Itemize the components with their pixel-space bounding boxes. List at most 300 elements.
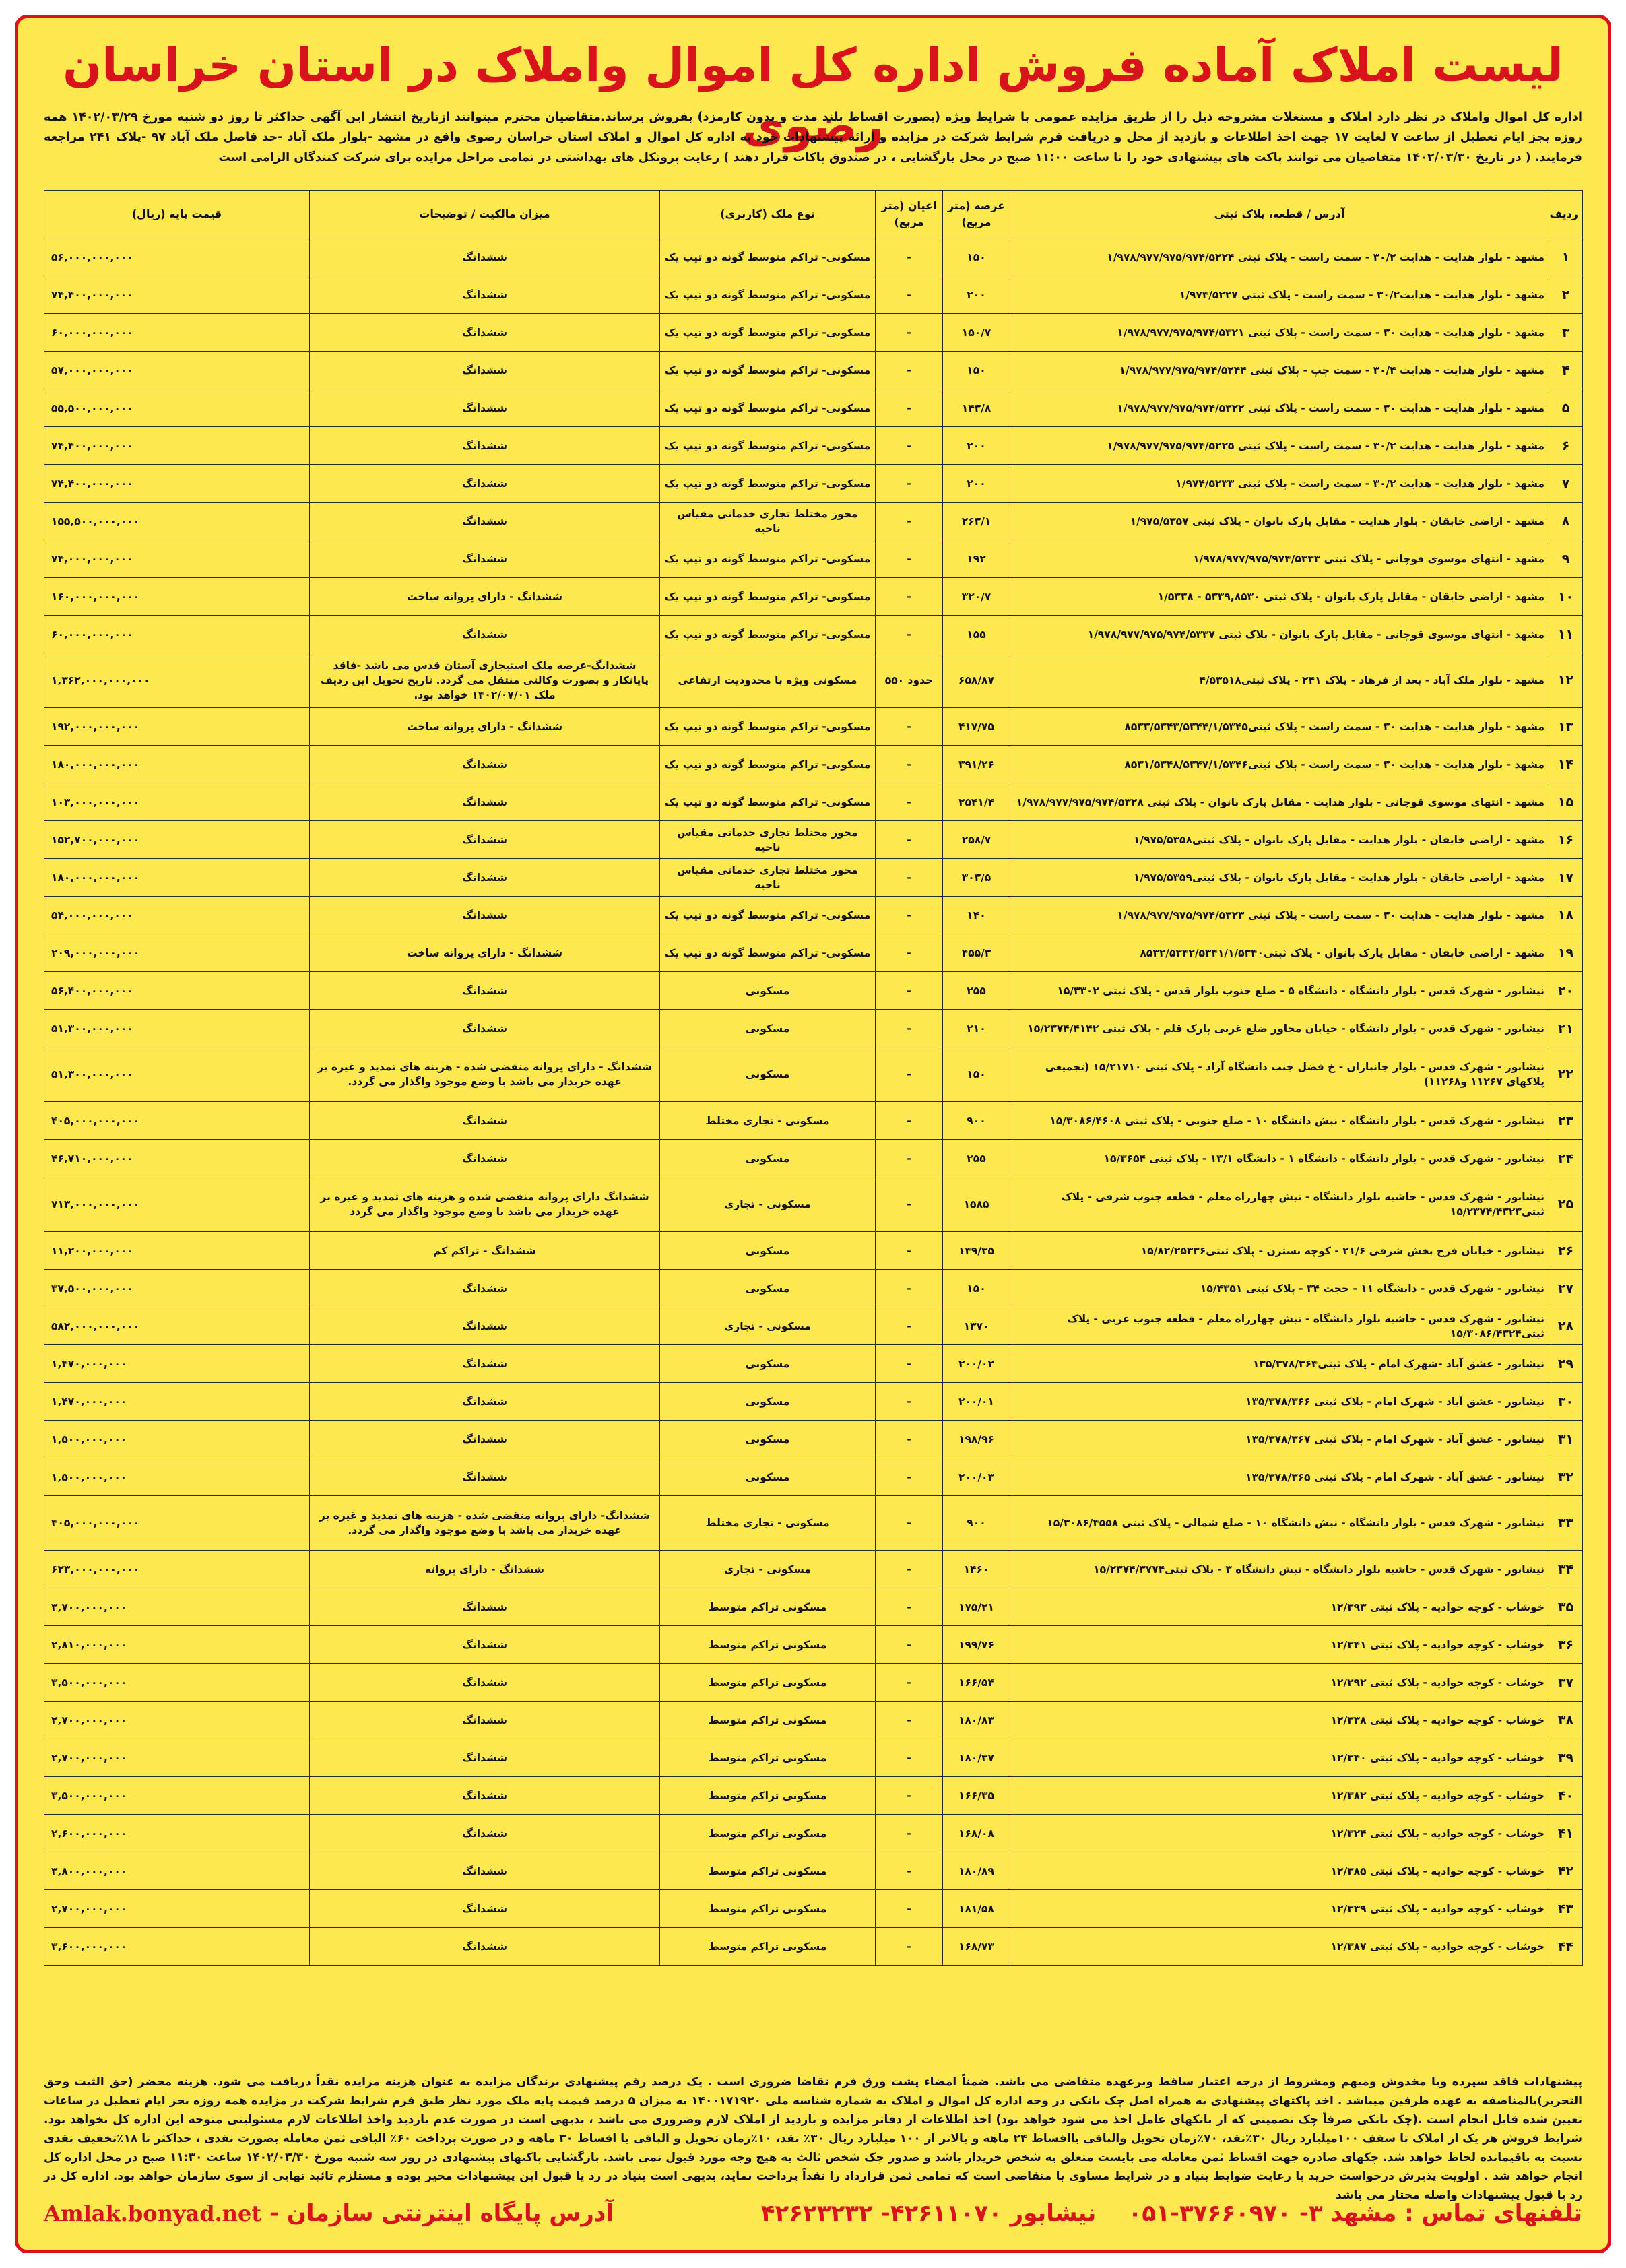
table-row (44, 389, 1583, 427)
website-link[interactable]: Amlak.bonyad.net (44, 2201, 262, 2226)
cell-address: نیشابور - شهرک قدس - بلوار دانشگاه - نبش دانشگاه ۱۰ - ضلع شمالی - پلاک ثبتی ۱۵/۳۰۸۶/۴۵۵۸ (1010, 1496, 1549, 1551)
table-row (44, 503, 1583, 540)
header-desc: میزان مالکیت / توضیحات (310, 191, 660, 238)
cell-desc: ششدانگ (310, 897, 660, 934)
cell-price: ۷۴,۰۰۰,۰۰۰,۰۰۰ (44, 540, 310, 578)
cell-address: نیشابور - شهرک قدس - بلوار دانشگاه - نبش دانشگاه ۱۰ - ضلع جنوبی - پلاک ثبتی ۱۵/۳۰۸۶/۴۶۰۸ (1010, 1102, 1549, 1140)
cell-building: - (876, 1777, 943, 1815)
header-address: آدرس / قطعه، پلاک ثبتی (1010, 191, 1549, 238)
cell-building: - (876, 1177, 943, 1232)
cell-price: ۳۷,۵۰۰,۰۰۰,۰۰۰ (44, 1270, 310, 1307)
cell-area: ۶۵۸/۸۷ (943, 653, 1010, 708)
cell-no: ۷ (1549, 465, 1583, 503)
cell-area: ۴۵۵/۳ (943, 934, 1010, 972)
cell-area: ۱۵۰ (943, 238, 1010, 276)
cell-building: - (876, 1047, 943, 1102)
cell-building: - (876, 746, 943, 783)
cell-address: نیشابور - شهرک قدس - بلوار دانشگاه - دانشگاه ۵ - ضلع جنوب بلوار قدس - پلاک ثبتی ۱۵/۳۳۰۲ (1010, 972, 1549, 1010)
cell-price: ۳,۸۰۰,۰۰۰,۰۰۰ (44, 1852, 310, 1890)
cell-desc: ششدانگ (310, 972, 660, 1010)
phones-nishabur: نیشابور ۴۲۶۱۱۰۷۰- ۴۲۶۲۳۲۳۲ (760, 2200, 1097, 2227)
table-row (44, 859, 1583, 897)
cell-address: مشهد - بلوار هدایت - هدایت ۳۰ - سمت راست - پلاک ثبتی ۱/۹۷۸/۹۷۷/۹۷۵/۹۷۴/۵۳۲۲ (1010, 389, 1549, 427)
table-row (44, 897, 1583, 934)
table-row (44, 783, 1583, 821)
cell-address: نیشابور - شهرک قدس - حاشیه بلوار دانشگاه - نبش چهارراه معلم - قطعه جنوب غربی - پلاک ثبتی۱۵/۳۰۸۶/۴۳۲۴ (1010, 1307, 1549, 1345)
cell-area: ۲۰۰/۰۳ (943, 1458, 1010, 1496)
cell-desc: ششدانگ (310, 859, 660, 897)
cell-usage: مسکونی- تراکم متوسط گونه دو تیپ یک (660, 783, 876, 821)
cell-usage: محور مختلط تجاری خدماتی مقیاس ناحیه (660, 821, 876, 859)
table-row (44, 708, 1583, 746)
cell-desc: ششدانگ (310, 1345, 660, 1383)
cell-area: ۱۴۰ (943, 897, 1010, 934)
cell-price: ۳,۷۰۰,۰۰۰,۰۰۰ (44, 1588, 310, 1626)
table-row (44, 314, 1583, 352)
cell-no: ۱۲ (1549, 653, 1583, 708)
cell-desc: ششدانگ - دارای پروانه ساخت (310, 578, 660, 616)
cell-usage: مسکونی تراکم متوسط (660, 1664, 876, 1702)
cell-area: ۱۸۰/۸۳ (943, 1702, 1010, 1739)
header-no: ردیف (1549, 191, 1583, 238)
cell-desc: ششدانگ (310, 503, 660, 540)
table-row (44, 427, 1583, 465)
table-row (44, 1588, 1583, 1626)
table-row (44, 1664, 1583, 1702)
cell-area: ۱۸۱/۵۸ (943, 1890, 1010, 1928)
cell-address: نیشابور - شهرک قدس - دانشگاه ۱۱ - حجت ۳۴ - پلاک ثبتی ۱۵/۴۳۵۱ (1010, 1270, 1549, 1307)
cell-no: ۵ (1549, 389, 1583, 427)
intro-paragraph: اداره کل اموال واملاک در نظر دارد املاک و مستغلات مشروحه ذیل را از طریق مزایده عمومی با شرایط ویژه (بصورت اقساط بلند مدت و بدون کارمزد) بفروش برساند.متقاضیان محترم میتوانند ازتاریخ انتشار این آگهی حداکثر تا روز دو شنبه مورخ ۱۴۰۲/۰۳/۲۹ همه روزه بجز ایام تعطیل از ساعت ۷ لغایت ۱۷ جهت اخذ اطلاعات و بازدید از محل و دریافت فرم شرایط شرکت در مزایده و ارائه پیشنهادات خود به اداره کل اموال و املاک استان خراسان رضوی واقع در مشهد -بلوار ملک آباد -حد فاصل ملک آباد ۹۷ -پلاک ۲۴۱ مراجعه فرمایند. ( در تاریخ ۱۴۰۲/۰۳/۳۰ متقاضیان می توانند پاکت های پیشنهادی خود را تا ساعت ۱۱:۰۰ صبح در محل بازگشایی ، در صندوق پاکات قرار دهند ) رعایت پروتکل های بهداشتی در تمامی مراحل مزایده برای شرکت کنندگان الزامی است (44, 110, 1582, 164)
cell-price: ۶۰,۰۰۰,۰۰۰,۰۰۰ (44, 616, 310, 653)
cell-desc: ششدانگ (310, 821, 660, 859)
cell-building: - (876, 1232, 943, 1270)
cell-usage: مسکونی (660, 1270, 876, 1307)
cell-area: ۲۱۰ (943, 1010, 1010, 1047)
cell-address: مشهد - اراضی خابقان - مقابل پارک بانوان - پلاک ثبتی۸۵۳۲/۵۳۴۲/۵۳۴۱/۱/۵۳۴۰ (1010, 934, 1549, 972)
cell-price: ۱۸۰,۰۰۰,۰۰۰,۰۰۰ (44, 859, 310, 897)
cell-usage: مسکونی (660, 972, 876, 1010)
cell-usage: مسکونی- تراکم متوسط گونه دو تیپ یک (660, 578, 876, 616)
cell-no: ۱۹ (1549, 934, 1583, 972)
cell-usage: مسکونی - تجاری (660, 1307, 876, 1345)
cell-usage: مسکونی تراکم متوسط (660, 1739, 876, 1777)
cell-desc: ششدانگ-عرصه ملک استیجاری آستان قدس می باشد -فاقد پایانکار و بصورت وکالتی منتقل می گردد. تاریخ تحویل این ردیف ملک ۱۴۰۲/۰۷/۰۱ خواهد بود. (310, 653, 660, 708)
contact-phones (761, 2200, 1582, 2227)
cell-desc: ششدانگ (310, 1421, 660, 1458)
cell-address: نیشابور - عشق آباد - شهرک امام - پلاک ثبتی ۱۳۵/۳۷۸/۳۶۶ (1010, 1383, 1549, 1421)
cell-desc: ششدانگ (310, 276, 660, 314)
cell-no: ۲۵ (1549, 1177, 1583, 1232)
cell-area: ۲۵۴۱/۴ (943, 783, 1010, 821)
header-price: قیمت پایه (ریال) (44, 191, 310, 238)
cell-price: ۱۵۲,۷۰۰,۰۰۰,۰۰۰ (44, 821, 310, 859)
cell-address: نیشابور - شهرک قدس - بلوار دانشگاه - دانشگاه ۱ - دانشگاه ۱۳/۱ - پلاک ثبتی ۱۵/۳۶۵۴ (1010, 1140, 1549, 1177)
cell-usage: مسکونی- تراکم متوسط گونه دو تیپ یک (660, 352, 876, 389)
cell-desc: ششدانگ (310, 1739, 660, 1777)
cell-address: نیشابور - عشق آباد - شهرک امام - پلاک ثبتی ۱۳۵/۳۷۸/۳۶۵ (1010, 1458, 1549, 1496)
cell-no: ۴۴ (1549, 1928, 1583, 1966)
cell-area: ۱۴۳/۸ (943, 389, 1010, 427)
cell-area: ۳۲۰/۷ (943, 578, 1010, 616)
cell-no: ۳۳ (1549, 1496, 1583, 1551)
cell-address: مشهد - اراضی خابقان - بلوار هدایت - مقابل پارک بانوان - پلاک ثبتی۱/۹۷۵/۵۳۵۹ (1010, 859, 1549, 897)
cell-area: ۱۷۵/۲۱ (943, 1588, 1010, 1626)
cell-usage: محور مختلط تجاری خدماتی مقیاس ناحیه (660, 859, 876, 897)
property-table-wrapper (44, 190, 1582, 1966)
cell-no: ۴۱ (1549, 1815, 1583, 1852)
cell-price: ۵۸۲,۰۰۰,۰۰۰,۰۰۰ (44, 1307, 310, 1345)
cell-building: - (876, 1458, 943, 1496)
cell-usage: مسکونی تراکم متوسط (660, 1588, 876, 1626)
cell-area: ۱۴۹/۳۵ (943, 1232, 1010, 1270)
cell-no: ۱۷ (1549, 859, 1583, 897)
cell-usage: مسکونی (660, 1010, 876, 1047)
cell-desc: ششدانگ (310, 1852, 660, 1890)
cell-area: ۱۵۰ (943, 1047, 1010, 1102)
cell-usage: مسکونی تراکم متوسط (660, 1852, 876, 1890)
cell-building: - (876, 934, 943, 972)
cell-price: ۵۵,۵۰۰,۰۰۰,۰۰۰ (44, 389, 310, 427)
table-row (44, 1140, 1583, 1177)
cell-price: ۷۴,۴۰۰,۰۰۰,۰۰۰ (44, 276, 310, 314)
cell-usage: مسکونی تراکم متوسط (660, 1815, 876, 1852)
cell-building: - (876, 1890, 943, 1928)
cell-building: - (876, 1383, 943, 1421)
table-row (44, 465, 1583, 503)
cell-price: ۶۰,۰۰۰,۰۰۰,۰۰۰ (44, 314, 310, 352)
cell-desc: ششدانگ (310, 389, 660, 427)
cell-address: مشهد - بلوار هدایت - هدایت ۳۰/۲ - سمت راست - پلاک ثبتی ۱/۹۷۸/۹۷۷/۹۷۵/۹۷۴/۵۲۲۵ (1010, 427, 1549, 465)
cell-desc: ششدانگ (310, 616, 660, 653)
cell-no: ۳۶ (1549, 1626, 1583, 1664)
cell-usage: مسکونی (660, 1140, 876, 1177)
cell-price: ۷۴,۴۰۰,۰۰۰,۰۰۰ (44, 465, 310, 503)
cell-usage: مسکونی- تراکم متوسط گونه دو تیپ یک (660, 427, 876, 465)
cell-address: مشهد - اراضی خابقان - مقابل پارک بانوان - پلاک ثبتی ۵۳۳۹,۸۵۳۰ - ۱/۵۳۳۸ (1010, 578, 1549, 616)
cell-address: مشهد - بلوار هدایت - هدایت۳۰/۲ - سمت راست - پلاک ثبتی ۱/۹۷۴/۵۲۲۷ (1010, 276, 1549, 314)
table-row (44, 746, 1583, 783)
contact-website (44, 2200, 614, 2227)
cell-building: - (876, 427, 943, 465)
cell-address: خوشاب - کوچه جوادیه - پلاک ثبتی ۱۲/۳۸۵ (1010, 1852, 1549, 1890)
cell-usage: مسکونی- تراکم متوسط گونه دو تیپ یک (660, 897, 876, 934)
cell-area: ۱۵۰/۷ (943, 314, 1010, 352)
cell-usage: مسکونی تراکم متوسط (660, 1890, 876, 1928)
table-row (44, 238, 1583, 276)
cell-usage: مسکونی - تجاری (660, 1551, 876, 1588)
cell-building: - (876, 389, 943, 427)
cell-desc: ششدانگ (310, 1458, 660, 1496)
cell-desc: ششدانگ (310, 238, 660, 276)
table-row (44, 1307, 1583, 1345)
cell-building: - (876, 276, 943, 314)
cell-building: - (876, 578, 943, 616)
cell-no: ۱۸ (1549, 897, 1583, 934)
table-row (44, 1421, 1583, 1458)
cell-price: ۳,۵۰۰,۰۰۰,۰۰۰ (44, 1777, 310, 1815)
cell-building: - (876, 1102, 943, 1140)
cell-area: ۲۵۸/۷ (943, 821, 1010, 859)
footer-terms: پیشنهادات فاقد سپرده ویا مخدوش ومبهم ومشروط از درجه اعتبار ساقط وبرعهده متقاضی می باشد. ضمناً امضاء پشت ورق فرم تقاضا ضروری است . یک درصد رقم پیشنهادی برندگان مزایده به عنوان هزینه مزایده نقداً دریافت می شود. هزینه محضر (حق الثبت وحق التحریر)بالمناصفه به عهده طرفین میباشد . اخذ پاکتهای پیشنهادی به همراه اصل چک بانکی در وجه اداره کل اموال و املاک به شماره شناسه ملی ۱۴۰۰۱۷۱۹۲۰ به میزان ۵ درصد قیمت پایه ملک مورد نظر طبق فرم شرایط شرکت در مزایده همه روزه بجز ایام تعطیل در ساعات تعیین شده قابل انجام است .(چک بانکی صرفاً چک تضمینی که از بانکهای عامل اخذ می شود خواهد بود) اخذ اطلاعات از دفاتر مزایده و بازدید از املاک لازم وضروری می باشد ، بدیهی است در صورت عدم بازدید واخذ اطلاعات لازم مسئولیتی متوجه این اداره کل نخواهد بود. شرایط فروش هر یک از املاک تا سقف ۱۰۰میلیارد ریال ۳۰٪نقد، ۷۰٪زمان تحویل والباقی بااقساط ۲۴ ماهه و بالاتر از ۱۰۰ میلیارد ریال ۳۰٪ نقد، ۱۰٪زمان تحویل و الباقی با اقساط ۳۰ ماهه و در صورت پرداخت ۶۰٪ الباقی ثمن معامله بصورت نقدی ، حداکثر تا ۱۸٪تخفیف نقدی نسبت به باقیمانده لحاظ خواهد شد. چکهای صادره جهت اقساط ثمن معامله می بایست متعلق به شخص خریدار باشد و صدور چک شخص ثالث به هیچ وجه مورد قبول نمی باشد. بازگشایی پاکتهای پیشنهادی در روز سه شنبه مورخ ۱۴۰۲/۰۳/۳۰ ساعت ۱۱:۳۰ صبح در محل اداره کل انجام خواهد شد . اولویت پذیرش درخواست خرید با رعایت ضوابط بنیاد و در شرایط مساوی با متقاضی است که تمامی ثمن قرارداد را نقداً پرداخت نماید، بدیهی است بنیاد در رد یا قبول این پیشنهادات مخیر بوده و مستلزم تائید نهایی از سوی سازمان خواهد بود. اداره کل در رد یا قبول پیشنهادات واصله مختار می باشد (44, 2075, 1583, 2202)
table-row (44, 578, 1583, 616)
phones-mashhad: تلفنهای تماس : مشهد ۳- ۳۷۶۶۰۹۷۰-۰۵۱ (1128, 2200, 1582, 2227)
table-row (44, 1928, 1583, 1966)
cell-no: ۲۳ (1549, 1102, 1583, 1140)
table-row (44, 1739, 1583, 1777)
cell-building: - (876, 972, 943, 1010)
cell-usage: مسکونی (660, 1458, 876, 1496)
cell-no: ۱۵ (1549, 783, 1583, 821)
cell-usage: مسکونی- تراکم متوسط گونه دو تیپ یک (660, 708, 876, 746)
cell-usage: مسکونی - تجاری (660, 1177, 876, 1232)
cell-no: ۱ (1549, 238, 1583, 276)
cell-price: ۲,۷۰۰,۰۰۰,۰۰۰ (44, 1702, 310, 1739)
cell-price: ۴۰۵,۰۰۰,۰۰۰,۰۰۰ (44, 1496, 310, 1551)
table-row (44, 1345, 1583, 1383)
cell-area: ۱۹۸/۹۶ (943, 1421, 1010, 1458)
table-row (44, 1702, 1583, 1739)
table-row (44, 821, 1583, 859)
cell-area: ۱۶۶/۵۴ (943, 1664, 1010, 1702)
table-row (44, 1010, 1583, 1047)
cell-price: ۱,۴۷۰,۰۰۰,۰۰۰ (44, 1383, 310, 1421)
cell-no: ۲۲ (1549, 1047, 1583, 1102)
cell-desc: ششدانگ - دارای پروانه منقضی شده - هزینه های تمدید و غیره بر عهده خریدار می باشد با وضع موجود واگذار می گردد. (310, 1047, 660, 1102)
cell-no: ۲۹ (1549, 1345, 1583, 1383)
cell-area: ۱۵۸۵ (943, 1177, 1010, 1232)
cell-price: ۵۱,۳۰۰,۰۰۰,۰۰۰ (44, 1047, 310, 1102)
cell-building: - (876, 821, 943, 859)
cell-usage: مسکونی (660, 1232, 876, 1270)
cell-desc: ششدانگ (310, 1626, 660, 1664)
cell-usage: مسکونی تراکم متوسط (660, 1928, 876, 1966)
cell-area: ۹۰۰ (943, 1496, 1010, 1551)
cell-building: - (876, 708, 943, 746)
cell-desc: ششدانگ (310, 1777, 660, 1815)
cell-desc: ششدانگ (310, 314, 660, 352)
cell-address: خوشاب - کوچه جوادیه - پلاک ثبتی ۱۲/۳۴۱ (1010, 1626, 1549, 1664)
cell-no: ۶ (1549, 427, 1583, 465)
cell-usage: مسکونی- تراکم متوسط گونه دو تیپ یک (660, 389, 876, 427)
cell-price: ۷۴,۴۰۰,۰۰۰,۰۰۰ (44, 427, 310, 465)
cell-usage: مسکونی تراکم متوسط (660, 1626, 876, 1664)
cell-usage: مسکونی - تجاری مختلط (660, 1496, 876, 1551)
cell-address: خوشاب - کوچه جوادیه - پلاک ثبتی ۱۲/۳۸۷ (1010, 1928, 1549, 1966)
property-table (44, 190, 1583, 1966)
cell-area: ۱۵۰ (943, 1270, 1010, 1307)
cell-address: مشهد - انتهای موسوی قوچانی - مقابل پارک بانوان - پلاک ثبتی ۱/۹۷۸/۹۷۷/۹۷۵/۹۷۴/۵۳۳۷ (1010, 616, 1549, 653)
cell-area: ۱۹۲ (943, 540, 1010, 578)
cell-price: ۷۱۳,۰۰۰,۰۰۰,۰۰۰ (44, 1177, 310, 1232)
table-row (44, 653, 1583, 708)
cell-address: خوشاب - کوچه جوادیه - پلاک ثبتی ۱۲/۳۳۸ (1010, 1702, 1549, 1739)
cell-area: ۲۰۰ (943, 465, 1010, 503)
table-row (44, 1852, 1583, 1890)
cell-area: ۱۹۹/۷۶ (943, 1626, 1010, 1664)
cell-price: ۱,۵۰۰,۰۰۰,۰۰۰ (44, 1458, 310, 1496)
cell-area: ۴۱۷/۷۵ (943, 708, 1010, 746)
table-row (44, 540, 1583, 578)
cell-address: نیشابور - شهرک قدس - حاشیه بلوار دانشگاه - نبش چهارراه معلم - قطعه جنوب شرقی - پلاک ثبتی۱۵/۲۳۷۴/۴۳۲۳ (1010, 1177, 1549, 1232)
cell-usage: مسکونی ویژه با محدودیت ارتفاعی (660, 653, 876, 708)
cell-no: ۳۷ (1549, 1664, 1583, 1702)
cell-no: ۱۴ (1549, 746, 1583, 783)
cell-address: مشهد - بلوار هدایت - هدایت ۳۰/۲ - سمت راست - پلاک ثبتی ۱/۹۷۴/۵۲۳۳ (1010, 465, 1549, 503)
cell-desc: ششدانگ (310, 1928, 660, 1966)
cell-no: ۲۶ (1549, 1232, 1583, 1270)
cell-address: مشهد - بلوار هدایت - هدایت ۳۰ - سمت راست - پلاک ثبتی ۱/۹۷۸/۹۷۷/۹۷۵/۹۷۴/۵۳۲۱ (1010, 314, 1549, 352)
cell-address: خوشاب - کوچه جوادیه - پلاک ثبتی ۱۲/۳۲۴ (1010, 1815, 1549, 1852)
cell-usage: مسکونی تراکم متوسط (660, 1777, 876, 1815)
cell-address: نیشابور - عشق آباد -شهرک امام - پلاک ثبتی۱۳۵/۳۷۸/۳۶۴ (1010, 1345, 1549, 1383)
cell-no: ۱۶ (1549, 821, 1583, 859)
cell-building: - (876, 1588, 943, 1626)
cell-usage: مسکونی- تراکم متوسط گونه دو تیپ یک (660, 934, 876, 972)
cell-no: ۲۱ (1549, 1010, 1583, 1047)
cell-no: ۴۲ (1549, 1852, 1583, 1890)
cell-no: ۲۴ (1549, 1140, 1583, 1177)
cell-building: حدود ۵۵۰ (876, 653, 943, 708)
cell-no: ۳۱ (1549, 1421, 1583, 1458)
cell-no: ۳۰ (1549, 1383, 1583, 1421)
cell-address: نیشابور - عشق آباد - شهرک امام - پلاک ثبتی ۱۳۵/۳۷۸/۳۶۷ (1010, 1421, 1549, 1458)
cell-price: ۴۶,۷۱۰,۰۰۰,۰۰۰ (44, 1140, 310, 1177)
cell-desc: ششدانگ- دارای پروانه منقضی شده - هزینه های تمدید و غیره بر عهده خریدار می باشد با وضع موجود واگذار می گردد. (310, 1496, 660, 1551)
table-row (44, 616, 1583, 653)
cell-desc: ششدانگ (310, 1890, 660, 1928)
cell-area: ۹۰۰ (943, 1102, 1010, 1140)
cell-building: - (876, 1739, 943, 1777)
cell-building: - (876, 1928, 943, 1966)
cell-building: - (876, 352, 943, 389)
cell-usage: مسکونی (660, 1047, 876, 1102)
cell-building: - (876, 1307, 943, 1345)
cell-desc: ششدانگ (310, 1307, 660, 1345)
cell-building: - (876, 1010, 943, 1047)
cell-usage: مسکونی- تراکم متوسط گونه دو تیپ یک (660, 616, 876, 653)
cell-area: ۱۵۰ (943, 352, 1010, 389)
cell-area: ۲۵۵ (943, 1140, 1010, 1177)
cell-area: ۱۴۶۰ (943, 1551, 1010, 1588)
contact-bar (44, 2193, 1582, 2234)
cell-price: ۳,۵۰۰,۰۰۰,۰۰۰ (44, 1664, 310, 1702)
cell-building: - (876, 1815, 943, 1852)
table-row (44, 972, 1583, 1010)
cell-price: ۲,۷۰۰,۰۰۰,۰۰۰ (44, 1739, 310, 1777)
cell-address: مشهد - انتهای موسوی قوچانی - پلاک ثبتی ۱/۹۷۸/۹۷۷/۹۷۵/۹۷۴/۵۳۳۳ (1010, 540, 1549, 578)
cell-usage: مسکونی تراکم متوسط (660, 1702, 876, 1739)
cell-usage: مسکونی- تراکم متوسط گونه دو تیپ یک (660, 238, 876, 276)
cell-address: نیشابور - شهرک قدس - بلوار جانبازان - خ فضل جنب دانشگاه آزاد - پلاک ثبتی ۱۵/۲۱۷۱۰ (تجمیعی پلاکهای ۱۱۲۶۷ و۱۱۲۶۸) (1010, 1047, 1549, 1102)
cell-price: ۱۱,۲۰۰,۰۰۰,۰۰۰ (44, 1232, 310, 1270)
cell-usage: مسکونی (660, 1383, 876, 1421)
table-row (44, 1232, 1583, 1270)
cell-building: - (876, 1496, 943, 1551)
cell-price: ۱۹۲,۰۰۰,۰۰۰,۰۰۰ (44, 708, 310, 746)
cell-no: ۴۰ (1549, 1777, 1583, 1815)
cell-no: ۳ (1549, 314, 1583, 352)
table-row (44, 276, 1583, 314)
advertisement-frame (15, 15, 1611, 2253)
cell-price: ۱۵۵,۵۰۰,۰۰۰,۰۰۰ (44, 503, 310, 540)
cell-desc: ششدانگ (310, 1270, 660, 1307)
cell-address: مشهد - بلوار هدایت - هدایت ۳۰/۴ - سمت چپ - پلاک ثبتی ۱/۹۷۸/۹۷۷/۹۷۵/۹۷۴/۵۲۴۴ (1010, 352, 1549, 389)
cell-price: ۱۸۰,۰۰۰,۰۰۰,۰۰۰ (44, 746, 310, 783)
table-row (44, 934, 1583, 972)
cell-no: ۳۲ (1549, 1458, 1583, 1496)
cell-area: ۱۳۷۰ (943, 1307, 1010, 1345)
cell-price: ۱۶۰,۰۰۰,۰۰۰,۰۰۰ (44, 578, 310, 616)
header-usage: نوع ملک (کاربری) (660, 191, 876, 238)
cell-address: مشهد - بلوار ملک آباد - بعد از فرهاد - پلاک ۲۴۱ - پلاک ثبتی۴/۵۳۵۱۸ (1010, 653, 1549, 708)
table-row (44, 1047, 1583, 1102)
cell-desc: ششدانگ (310, 746, 660, 783)
cell-desc: ششدانگ (310, 1102, 660, 1140)
cell-price: ۵۷,۰۰۰,۰۰۰,۰۰۰ (44, 352, 310, 389)
cell-usage: مسکونی (660, 1345, 876, 1383)
cell-usage: مسکونی- تراکم متوسط گونه دو تیپ یک (660, 465, 876, 503)
table-header-row (44, 191, 1583, 238)
cell-desc: ششدانگ (310, 427, 660, 465)
cell-building: - (876, 1551, 943, 1588)
cell-building: - (876, 503, 943, 540)
cell-no: ۸ (1549, 503, 1583, 540)
cell-area: ۱۸۰/۳۷ (943, 1739, 1010, 1777)
table-row (44, 1777, 1583, 1815)
cell-building: - (876, 1702, 943, 1739)
cell-usage: مسکونی- تراکم متوسط گونه دو تیپ یک (660, 746, 876, 783)
cell-building: - (876, 1140, 943, 1177)
table-row (44, 1626, 1583, 1664)
cell-address: خوشاب - کوچه جوادیه - پلاک ثبتی ۱۲/۳۴۰ (1010, 1739, 1549, 1777)
cell-usage: مسکونی- تراکم متوسط گونه دو تیپ یک (660, 276, 876, 314)
cell-price: ۲,۶۰۰,۰۰۰,۰۰۰ (44, 1815, 310, 1852)
cell-building: - (876, 783, 943, 821)
cell-desc: ششدانگ (310, 1702, 660, 1739)
cell-area: ۱۶۸/۰۸ (943, 1815, 1010, 1852)
cell-address: مشهد - بلوار هدایت - هدایت ۳۰ - سمت راست - پلاک ثبتی۸۵۳۱/۵۳۴۸/۵۳۴۷/۱/۵۳۴۶ (1010, 746, 1549, 783)
cell-price: ۱۰۳,۰۰۰,۰۰۰,۰۰۰ (44, 783, 310, 821)
cell-desc: ششدانگ (310, 465, 660, 503)
cell-address: مشهد - انتهای موسوی قوچانی - بلوار هدایت - مقابل پارک بانوان - پلاک ثبتی ۱/۹۷۸/۹۷۷/۹۷۵/۹۷۴/۵۳۲۸ (1010, 783, 1549, 821)
page-title: لیست املاک آماده فروش اداره کل اموال واملاک در استان خراسان رضوی (63, 39, 1563, 153)
header-building: اعیان (متر مربع) (876, 191, 943, 238)
cell-building: - (876, 238, 943, 276)
cell-area: ۲۵۵ (943, 972, 1010, 1010)
cell-address: مشهد - بلوار هدایت - هدایت ۳۰/۲ - سمت راست - پلاک ثبتی ۱/۹۷۸/۹۷۷/۹۷۵/۹۷۴/۵۲۲۴ (1010, 238, 1549, 276)
table-body (44, 238, 1583, 1966)
cell-building: - (876, 465, 943, 503)
table-row (44, 1890, 1583, 1928)
cell-address: نیشابور - شهرک قدس - بلوار دانشگاه - خیابان مجاور ضلع غربی پارک قلم - پلاک ثبتی ۱۵/۲۳۷۴/۴۱۴۲ (1010, 1010, 1549, 1047)
cell-desc: ششدانگ (310, 783, 660, 821)
cell-price: ۵۶,۴۰۰,۰۰۰,۰۰۰ (44, 972, 310, 1010)
cell-area: ۲۰۰ (943, 427, 1010, 465)
cell-address: نیشابور - شهرک قدس - حاشیه بلوار دانشگاه - نبش دانشگاه ۳ - پلاک ثبتی۱۵/۲۳۷۴/۳۷۷۴ (1010, 1551, 1549, 1588)
cell-address: خوشاب - کوچه جوادیه - پلاک ثبتی ۱۲/۲۹۲ (1010, 1664, 1549, 1702)
cell-no: ۱۳ (1549, 708, 1583, 746)
cell-usage: مسکونی- تراکم متوسط گونه دو تیپ یک (660, 540, 876, 578)
cell-area: ۳۹۱/۲۶ (943, 746, 1010, 783)
cell-price: ۲,۷۰۰,۰۰۰,۰۰۰ (44, 1890, 310, 1928)
cell-price: ۱,۴۷۰,۰۰۰,۰۰۰ (44, 1345, 310, 1383)
cell-building: - (876, 616, 943, 653)
cell-area: ۱۸۰/۸۹ (943, 1852, 1010, 1890)
cell-no: ۴ (1549, 352, 1583, 389)
cell-building: - (876, 1421, 943, 1458)
cell-desc: ششدانگ - تراکم کم (310, 1232, 660, 1270)
